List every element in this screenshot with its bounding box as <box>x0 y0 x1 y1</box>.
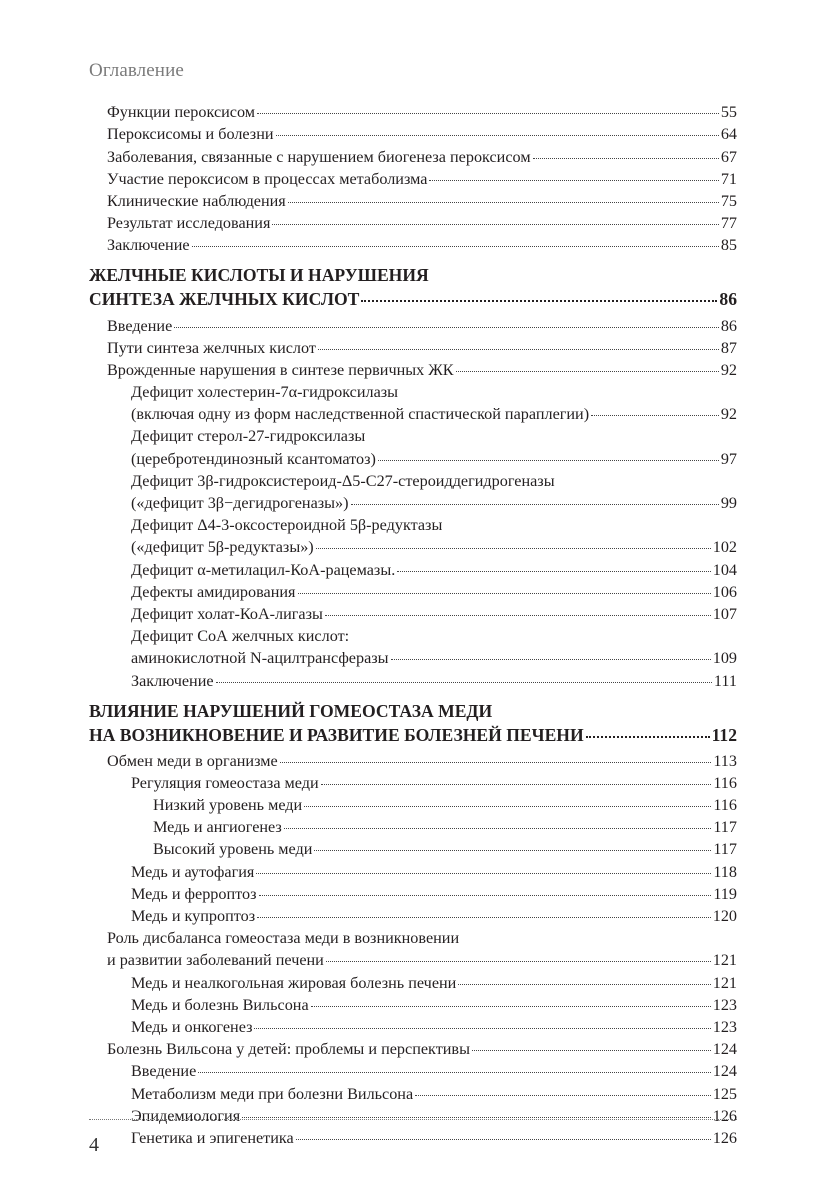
toc-page-number: 126 <box>712 1128 737 1147</box>
dot-leader <box>272 212 718 228</box>
toc-entry[interactable] <box>89 145 737 167</box>
page-number: 4 <box>89 1134 99 1156</box>
toc-entry[interactable] <box>89 1038 737 1060</box>
toc-title: аминокислотной N-ацилтрансферазы <box>131 649 389 668</box>
dot-leader <box>296 1127 711 1143</box>
toc-line <box>89 625 737 647</box>
toc-title: ЖЕЛЧНЫЕ КИСЛОТЫ И НАРУШЕНИЯ <box>89 265 429 286</box>
toc-line <box>89 794 737 816</box>
dot-leader <box>361 288 717 306</box>
dot-leader <box>216 669 712 685</box>
toc-title: («дефицит 3β−дегидрогеназы») <box>131 494 349 512</box>
toc-page-number: 102 <box>712 538 737 557</box>
toc-page-number: 125 <box>712 1084 737 1103</box>
toc-page-number: 87 <box>720 338 737 357</box>
toc-entry[interactable] <box>89 314 737 336</box>
toc-line <box>89 581 737 603</box>
toc-title: Заболевания, связанные с нарушением биогенеза пероксисом <box>107 147 531 166</box>
toc-line <box>89 860 737 882</box>
toc-entry[interactable] <box>89 1060 737 1082</box>
toc-page-number: 120 <box>712 907 737 925</box>
dot-leader <box>456 359 719 375</box>
toc-entry[interactable] <box>89 337 737 359</box>
toc-title: Дефицит 3β-гидроксистероид-Δ5-C27-стероиддегидрогеназы <box>131 471 555 490</box>
toc-entry[interactable] <box>89 190 737 212</box>
table-of-contents <box>89 101 737 1149</box>
dot-leader <box>276 123 719 139</box>
toc-page-number: 123 <box>712 995 737 1014</box>
dot-leader <box>192 234 719 250</box>
dot-leader <box>198 1060 710 1076</box>
dot-leader <box>298 581 711 597</box>
toc-page-number: 119 <box>713 884 737 903</box>
dot-leader <box>316 536 711 552</box>
toc-title: и развитии заболеваний печени <box>107 951 324 970</box>
toc-line <box>89 1060 737 1082</box>
toc-entry[interactable] <box>89 168 737 190</box>
dot-leader <box>397 558 710 574</box>
toc-entry[interactable] <box>89 927 737 971</box>
toc-line <box>89 772 737 794</box>
toc-title: Регуляция гомеостаза меди <box>131 773 319 792</box>
toc-entry[interactable] <box>89 101 737 123</box>
dot-leader <box>280 750 712 766</box>
toc-section[interactable] <box>89 692 737 750</box>
toc-entry[interactable] <box>89 514 737 558</box>
toc-entry[interactable] <box>89 558 737 580</box>
toc-title: Введение <box>131 1062 197 1081</box>
toc-line <box>89 263 737 287</box>
dot-leader <box>472 1038 711 1054</box>
toc-title: Дефицит α-метилацил-КоА-рацемазы. <box>131 560 396 579</box>
toc-line <box>89 514 737 536</box>
dot-leader <box>257 101 719 117</box>
toc-title: Заключение <box>107 236 190 255</box>
toc-entry[interactable] <box>89 381 737 425</box>
toc-page-number: 64 <box>720 125 737 144</box>
toc-line <box>89 905 737 927</box>
toc-title: Генетика и эпигенетика <box>131 1128 294 1147</box>
toc-page-number: 123 <box>712 1017 737 1036</box>
toc-line <box>89 381 737 403</box>
dot-leader <box>378 447 719 463</box>
dot-leader <box>257 905 711 921</box>
toc-entry[interactable] <box>89 860 737 882</box>
toc-page-number: 117 <box>713 840 737 859</box>
toc-page-number: 109 <box>712 649 737 668</box>
dot-leader <box>288 190 719 206</box>
toc-page-number: 71 <box>720 169 737 188</box>
toc-line <box>89 994 737 1016</box>
dot-leader <box>174 314 719 330</box>
toc-page-number: 124 <box>712 1062 737 1081</box>
toc-page-number: 85 <box>720 236 737 255</box>
toc-line <box>89 558 737 580</box>
toc-line <box>89 647 737 669</box>
toc-entry[interactable] <box>89 234 737 256</box>
toc-page-number: 92 <box>720 405 737 424</box>
toc-title: Обмен меди в организме <box>107 751 278 770</box>
toc-line <box>89 927 737 949</box>
toc-page-number: 124 <box>712 1040 737 1059</box>
toc-entry[interactable] <box>89 838 737 860</box>
toc-entry[interactable] <box>89 1105 737 1127</box>
toc-title: Дефицит Δ4-3-оксостероидной 5β-редуктазы <box>131 516 443 534</box>
toc-line <box>89 447 737 469</box>
toc-title: Дефицит холат-КоА-лигазы <box>131 604 323 623</box>
toc-title: (включая одну из форм наследственной спастической параплегии) <box>131 405 590 424</box>
toc-title: Пероксисомы и болезни <box>107 125 274 144</box>
toc-line <box>89 1105 737 1127</box>
toc-line <box>89 603 737 625</box>
toc-entry[interactable] <box>89 470 737 514</box>
toc-title: Эпидемиология <box>131 1106 241 1125</box>
toc-line <box>89 101 737 123</box>
toc-line <box>89 838 737 860</box>
toc-entry[interactable] <box>89 794 737 816</box>
running-head: Оглавление <box>89 60 184 81</box>
toc-line <box>89 1082 737 1104</box>
toc-page-number: 126 <box>712 1106 737 1125</box>
dot-leader <box>586 723 710 741</box>
dot-leader <box>429 168 718 184</box>
toc-line <box>89 403 737 425</box>
toc-title: Медь и болезнь Вильсона <box>131 995 309 1014</box>
toc-page-number: 67 <box>720 147 737 166</box>
dot-leader <box>318 337 719 353</box>
toc-line <box>89 669 737 691</box>
toc-line <box>89 470 737 492</box>
toc-title: Медь и ангиогенез <box>153 818 282 837</box>
toc-line <box>89 212 737 234</box>
toc-line <box>89 234 737 256</box>
footer-divider <box>89 1119 737 1120</box>
spacer <box>89 256 737 263</box>
toc-line <box>89 723 737 747</box>
toc-title: Дефекты амидирования <box>131 582 296 601</box>
toc-page-number: 116 <box>713 773 737 792</box>
toc-line <box>89 337 737 359</box>
dot-leader <box>533 145 719 161</box>
toc-title: Роль дисбаланса гомеостаза меди в возникновении <box>107 929 460 947</box>
toc-line <box>89 699 737 723</box>
toc-page-number: 118 <box>713 862 737 881</box>
dot-leader <box>591 403 719 419</box>
toc-entry[interactable] <box>89 750 737 772</box>
toc-line <box>89 1038 737 1060</box>
dot-leader <box>304 794 711 810</box>
toc-entry[interactable] <box>89 212 737 234</box>
toc-page-number: 117 <box>713 818 737 837</box>
toc-section[interactable] <box>89 256 737 314</box>
toc-title: Медь и купроптоз <box>131 907 256 925</box>
toc-title: Функции пероксисом <box>107 103 256 122</box>
toc-page-number: 106 <box>712 582 737 601</box>
toc-entry[interactable] <box>89 669 737 691</box>
toc-entry[interactable] <box>89 905 737 927</box>
toc-page-number: 111 <box>713 671 737 690</box>
toc-title: СИНТЕЗА ЖЕЛЧНЫХ КИСЛОТ <box>89 289 360 310</box>
toc-title: Введение <box>107 316 173 335</box>
toc-title: Дефицит СоА желчных кислот: <box>131 626 350 645</box>
toc-page-number: 104 <box>712 560 737 579</box>
toc-line <box>89 314 737 336</box>
toc-line <box>89 883 737 905</box>
dot-leader <box>284 816 711 832</box>
toc-title: Дефицит холестерин-7α-гидроксилазы <box>131 382 399 401</box>
dot-leader <box>325 603 711 619</box>
toc-entry[interactable] <box>89 603 737 625</box>
toc-line <box>89 1016 737 1038</box>
toc-page-number: 113 <box>713 751 737 770</box>
toc-title: Медь и неалкогольная жировая болезнь печени <box>131 973 457 992</box>
dot-leader <box>415 1082 711 1098</box>
toc-entry[interactable] <box>89 1082 737 1104</box>
toc-line <box>89 536 737 558</box>
toc-line <box>89 287 737 311</box>
toc-entry[interactable] <box>89 971 737 993</box>
toc-title: ВЛИЯНИЕ НАРУШЕНИЙ ГОМЕОСТАЗА МЕДИ <box>89 700 493 721</box>
toc-title: Низкий уровень меди <box>153 796 303 815</box>
toc-page-number: 86 <box>720 316 737 335</box>
toc-title: Дефицит стерол-27-гидроксилазы <box>131 427 366 446</box>
toc-page-number: 75 <box>720 191 737 210</box>
toc-line <box>89 816 737 838</box>
toc-line <box>89 145 737 167</box>
toc-title: Медь и аутофагия <box>131 862 255 881</box>
toc-page-number: 86 <box>719 289 737 310</box>
toc-title: Высокий уровень меди <box>153 840 313 859</box>
toc-title: Метаболизм меди при болезни Вильсона <box>131 1084 414 1103</box>
toc-page-number: 77 <box>720 214 737 233</box>
toc-page-number: 97 <box>720 449 737 468</box>
toc-entry[interactable] <box>89 359 737 381</box>
toc-title: Клинические наблюдения <box>107 191 286 210</box>
dot-leader <box>254 1016 710 1032</box>
toc-title: Врожденные нарушения в синтезе первичных ЖК <box>107 360 454 379</box>
toc-entry[interactable] <box>89 883 737 905</box>
toc-title: Медь и ферроптоз <box>131 884 257 903</box>
toc-line <box>89 190 737 212</box>
toc-line <box>89 971 737 993</box>
toc-page-number: 92 <box>720 360 737 379</box>
toc-title: НА ВОЗНИКНОВЕНИЕ И РАЗВИТИЕ БОЛЕЗНЕЙ ПЕЧЕНИ <box>89 724 584 745</box>
toc-entry[interactable] <box>89 625 737 669</box>
dot-leader <box>458 971 710 987</box>
toc-title: Пути синтеза желчных кислот <box>107 338 316 357</box>
toc-line <box>89 492 737 514</box>
toc-line <box>89 1127 737 1149</box>
dot-leader <box>321 772 712 788</box>
dot-leader <box>314 838 711 854</box>
dot-leader <box>351 492 719 508</box>
toc-line <box>89 359 737 381</box>
toc-page-number: 107 <box>712 604 737 623</box>
toc-title: Болезнь Вильсона у детей: проблемы и перспективы <box>107 1040 470 1059</box>
toc-title: Результат исследования <box>107 214 271 233</box>
dot-leader <box>326 949 711 965</box>
toc-line <box>89 123 737 145</box>
toc-page-number: 55 <box>720 103 737 122</box>
toc-page-number: 121 <box>712 951 737 970</box>
toc-entry[interactable] <box>89 425 737 469</box>
toc-title: (церебротендинозный ксантоматоз) <box>131 449 376 468</box>
toc-page-number: 121 <box>712 973 737 992</box>
spacer <box>89 692 737 699</box>
dot-leader <box>391 647 711 663</box>
toc-entry[interactable] <box>89 581 737 603</box>
dot-leader <box>256 860 711 876</box>
toc-page-number: 116 <box>713 796 737 815</box>
toc-entry[interactable] <box>89 1127 737 1149</box>
toc-page-number: 112 <box>711 724 737 745</box>
toc-entry[interactable] <box>89 816 737 838</box>
toc-entry[interactable] <box>89 994 737 1016</box>
toc-entry[interactable] <box>89 1016 737 1038</box>
toc-page-number: 99 <box>720 494 737 512</box>
toc-title: Медь и онкогенез <box>131 1017 253 1036</box>
toc-line <box>89 168 737 190</box>
toc-entry[interactable] <box>89 772 737 794</box>
toc-title: Участие пероксисом в процессах метаболизма <box>107 169 428 188</box>
toc-title: («дефицит 5β-редуктазы») <box>131 538 314 557</box>
toc-line <box>89 750 737 772</box>
dot-leader <box>311 994 711 1010</box>
toc-entry[interactable] <box>89 123 737 145</box>
toc-line <box>89 425 737 447</box>
toc-line <box>89 949 737 971</box>
toc-title: Заключение <box>131 671 214 690</box>
dot-leader <box>259 883 712 899</box>
